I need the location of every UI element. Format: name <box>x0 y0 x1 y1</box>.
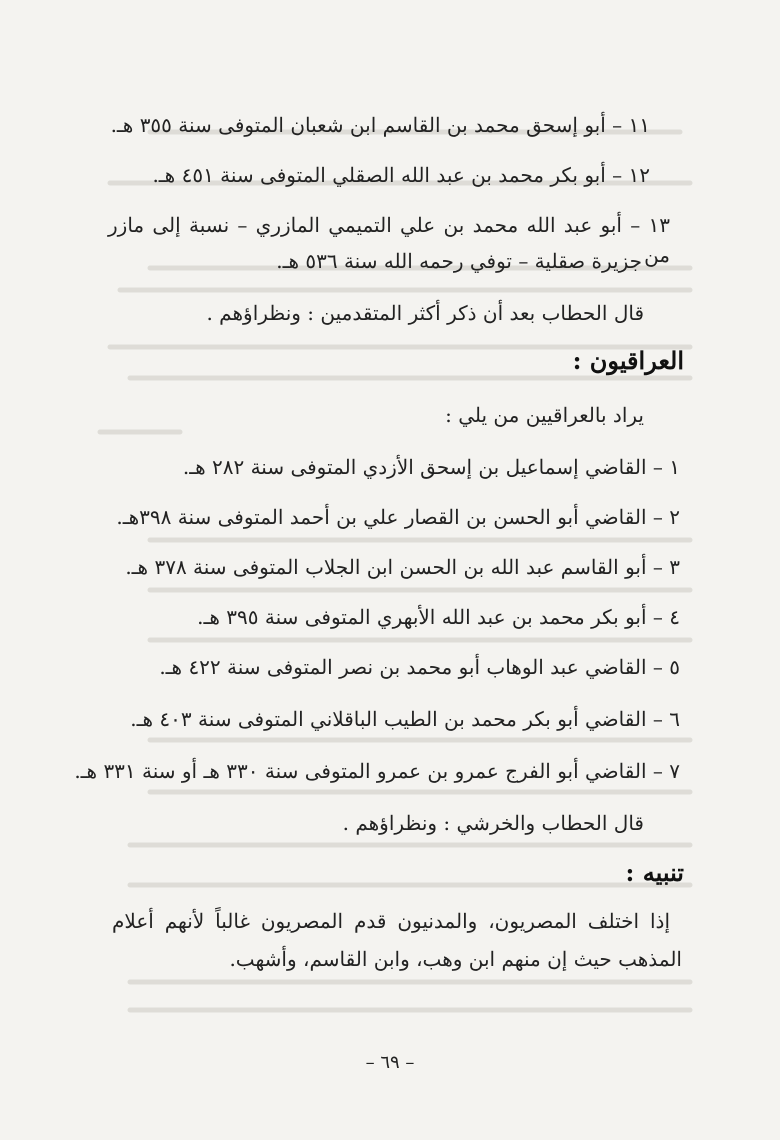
text-line-8: إذا اختلف المصريون، والمدنيون قدم المصريون غالباً لأنهم أعلام <box>112 909 670 933</box>
list-item-5: ٥ – القاضي عبد الوهاب أبو محمد بن نصر المتوفى سنة ٤٢٢ هـ. <box>159 655 680 679</box>
page-number: – ٦٩ – <box>365 1052 415 1073</box>
list-item-2: ٢ – القاضي أبو الحسن بن القصار علي بن أحمد المتوفى سنة ٣٩٨هـ. <box>116 505 680 529</box>
list-item-6: ٦ – القاضي أبو بكر محمد بن الطيب الباقلاني المتوفى سنة ٤٠٣ هـ. <box>130 707 680 731</box>
text-line-1: ١١ – أبو إسحق محمد بن القاسم ابن شعبان المتوفى سنة ٣٥٥ هـ. <box>110 113 650 137</box>
list-item-3: ٣ – أبو القاسم عبد الله بن الحسن ابن الجلاب المتوفى سنة ٣٧٨ هـ. <box>125 555 680 579</box>
list-item-7: ٧ – القاضي أبو الفرج عمرو بن عمرو المتوفى سنة ٣٣٠ هـ أو سنة ٣٣١ هـ. <box>74 759 680 783</box>
heading-iraqiyun: العراقيون : <box>572 346 684 375</box>
text-line-3: ١٣ – أبو عبد الله محمد بن علي التميمي المازري – نسبة إلى مازر من <box>108 213 670 267</box>
list-item-4: ٤ – أبو بكر محمد بن عبد الله الأبهري المتوفى سنة ٣٩٥ هـ. <box>197 605 680 629</box>
text-line-9: المذهب حيث إن منهم ابن وهب، وابن القاسم، وأشهب. <box>229 947 682 971</box>
list-item-1: ١ – القاضي إسماعيل بن إسحق الأزدي المتوفى سنة ٢٨٢ هـ. <box>182 455 680 479</box>
text-line-5: قال الحطاب بعد أن ذكر أكثر المتقدمين : ونظراؤهم . <box>206 301 644 325</box>
text-line-7: قال الحطاب والخرشي : ونظراؤهم . <box>342 811 644 835</box>
text-line-6: يراد بالعراقيين من يلي : <box>445 403 644 427</box>
heading-tanbih: تنبيه : <box>625 858 684 887</box>
text-line-4: جزيرة صقلية – توفي رحمه الله سنة ٥٣٦ هـ. <box>276 249 642 273</box>
text-line-2: ١٢ – أبو بكر محمد بن عبد الله الصقلي المتوفى سنة ٤٥١ هـ. <box>152 163 650 187</box>
